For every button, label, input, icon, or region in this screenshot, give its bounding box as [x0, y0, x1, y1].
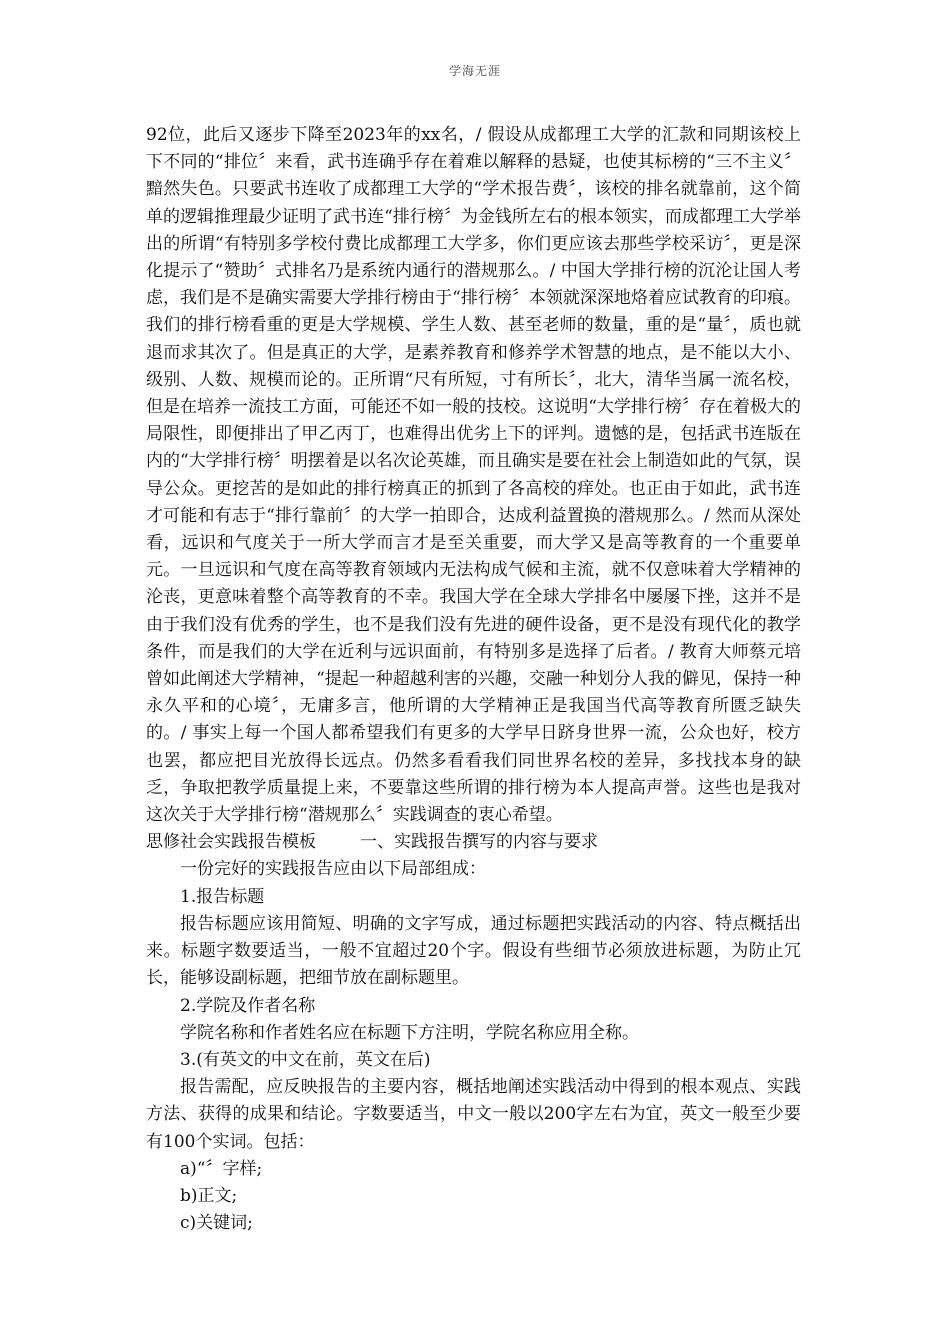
main-paragraph: 92位，此后又逐步下降至2023年的xx名，/ 假设从成都理工大学的汇款和同期该校上下不同的“排位〞来看，武书连确乎存在着难以解释的悬疑，也使其标榜的“三不主义〞黯然失色。只要武书连收了成都理工大学的“学术报告费〞，该校的排名就靠前，这个简单的逻辑推理最少证明了武书连“排行榜〞为金钱所左右的根本领实，而成都理工大学举出的所谓“有特别多学校付费比成都理工大学多，你们更应该去那些学校采访〞，更是深化提示了“赞助〞式排名乃是系统内通行的潜规那么。/ 中国大学排行榜的沉沦让国人考虑，我们是不是确实需要大学排行榜由于“排行榜〞本领就深深地烙着应试教育的印痕。我们的排行榜看重的更是大学规模、学生人数、甚至老师的数量，重的是“量〞，质也就退而求其次了。但是真正的大学，是素养教育和修养学术智慧的地点，是不能以大小、级别、人数、规模而论的。正所谓“尺有所短，寸有所长〞，北大，清华当属一流名校，但是在培养一流技工方面，可能还不如一般的技校。这说明“大学排行榜〞存在着极大的局限性，即便排出了甲乙丙丁，也难得出优劣上下的评判。遗憾的是，包括武书连版在内的“大学排行榜〞明摆着是以名次论英雄，而且确实是要在社会上制造如此的气氛，误导公众。更挖苦的是如此的排行榜真正的抓到了各高校的痒处。也正由于如此，武书连才可能和有志于“排行靠前〞的大学一拍即合，达成利益置换的潜规那么。/ 然而从深处看，远识和气度关于一所大学而言才是至关重要，而大学又是高等教育的一个重要单元。一旦远识和气度在高等教育领域内无法构成气候和主流，就不仅意味着大学精神的沦丧，更意味着整个高等教育的不幸。我国大学在全球大学排名中屡屡下挫，这并不是由于我们没有优秀的学生，也不是我们没有先进的硬件设备，更不是没有现代化的教学条件，而是我们的大学在近利与远识面前，有特别多是选择了后者。/ 教育大师蔡元培曾如此阐述大学精神，“提起一种超越利害的兴趣，交融一种划分人我的僻见，保持一种永久平和的心境〞，无庸多言，他所谓的大学精神正是我国当代高等教育所匮乏缺失的。/ 事实上每一个国人都希望我们有更多的大学早日跻身世界一流，公众也好，校方也罢，都应把目光放得长远点。仍然多看看我们同世界名校的差异，多找找本身的缺乏，争取把教学质量提上来，不要靠这些所谓的排行榜为本人提高声誉。这些也是我对这次关于大学排行榜“潜规那么〞实践调查的衷心希望。	[146, 125, 801, 826]
document-body	[146, 122, 801, 1237]
sub-item-b: b)正文;	[180, 1185, 238, 1206]
item1-text: 报告标题应该用简短、明确的文字写成，通过标题把实践活动的内容、特点概括出来。标题字数要适当，一般不宜超过20个字。假设有些细节必须放进标题，为防止冗长，能够设副标题，把细节放在副标题里。	[146, 913, 801, 989]
item1-title: 1.报告标题	[180, 886, 265, 907]
item2-text: 学院名称和作者姓名应在标题下方注明，学院名称应用全称。	[180, 1022, 639, 1043]
page-header: 学海无涯	[448, 64, 501, 78]
item2-title: 2.学院及作者名称	[180, 995, 316, 1016]
item3-text: 报告需配，应反映报告的主要内容，概括地阐述实践活动中得到的根本观点、实践方法、获得的成果和结论。字数要适当，中文一般以200字左右为宜，英文一般至少要有100个实词。包括：	[146, 1077, 801, 1152]
item3-title: 3.(有英文的中文在前，英文在后)	[180, 1049, 431, 1070]
section-heading	[146, 829, 801, 856]
sub-item-a: a)“〞字样;	[180, 1158, 263, 1179]
section-title: 思修社会实践报告模板	[146, 832, 316, 853]
sub-item-c: c)关键词;	[180, 1213, 253, 1234]
section-subtitle: 一、实践报告撰写的内容与要求	[360, 832, 598, 853]
intro-line: 一份完好的实践报告应由以下局部组成：	[180, 859, 486, 880]
